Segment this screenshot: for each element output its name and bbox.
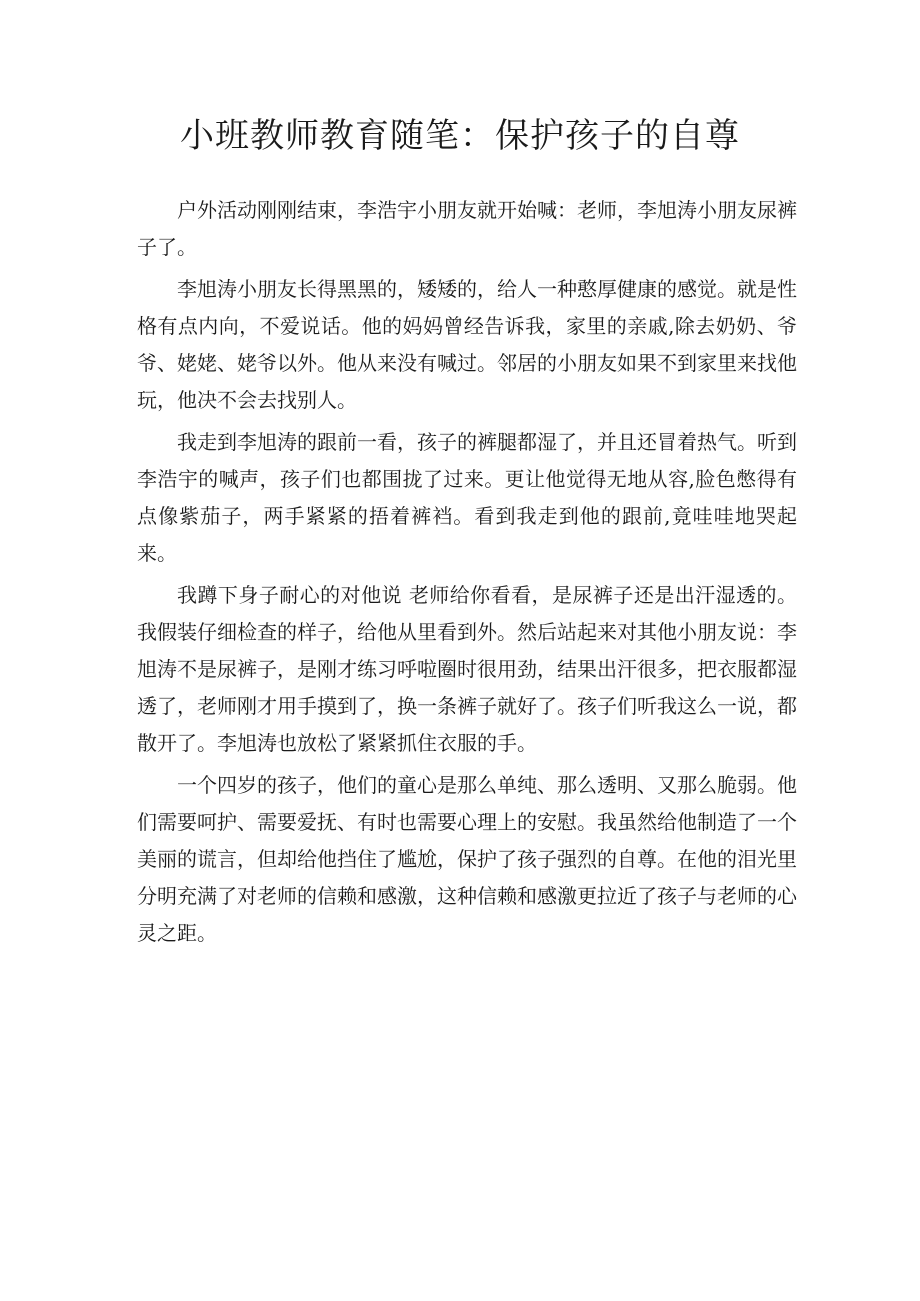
paragraph-2: 李旭涛小朋友长得黑黑的，矮矮的，给人一种憨厚健康的感觉。就是性格有点内向，不爱说话。他的妈妈曾经告诉我，家里的亲戚,除去奶奶、爷爷、姥姥、姥爷以外。他从来没有喊过。邻居的小朋友如果不到家里来找他玩，他决不会去找别人。 (137, 277, 797, 412)
paragraph-4: 我蹲下身子耐心的对他说 老师给你看看，是尿裤子还是出汗湿透的。我假装仔细检查的样子，给他从里看到外。然后站起来对其他小朋友说：李旭涛不是尿裤子，是刚才练习呼啦圈时很用劲，结果出汗很多，把衣服都湿透了，老师刚才用手摸到了，换一条裤子就好了。孩子们听我这么一说，都散开了。李旭涛也放松了紧紧抓住衣服的手。 (137, 583, 797, 755)
paragraph-5: 一个四岁的孩子，他们的童心是那么单纯、那么透明、又那么脆弱。他们需要呵护、需要爱抚、有时也需要心理上的安慰。我虽然给他制造了一个美丽的谎言，但却给他挡住了尴尬，保护了孩子强烈的自尊。在他的泪光里分明充满了对老师的信赖和感激，这种信赖和感激更拉近了孩子与老师的心灵之距。 (137, 773, 797, 945)
document-body (137, 192, 797, 957)
paragraph-1: 户外活动刚刚结束，李浩宇小朋友就开始喊：老师，李旭涛小朋友尿裤子了。 (137, 198, 797, 259)
paragraph-3: 我走到李旭涛的跟前一看，孩子的裤腿都湿了，并且还冒着热气。听到李浩宇的喊声，孩子们也都围拢了过来。更让他觉得无地从容,脸色憋得有点像紫茄子，两手紧紧的捂着裤裆。看到我走到他的跟前,竟哇哇地哭起来。 (137, 430, 797, 565)
document-title: 小班教师教育随笔：保护孩子的自尊 (180, 116, 740, 156)
